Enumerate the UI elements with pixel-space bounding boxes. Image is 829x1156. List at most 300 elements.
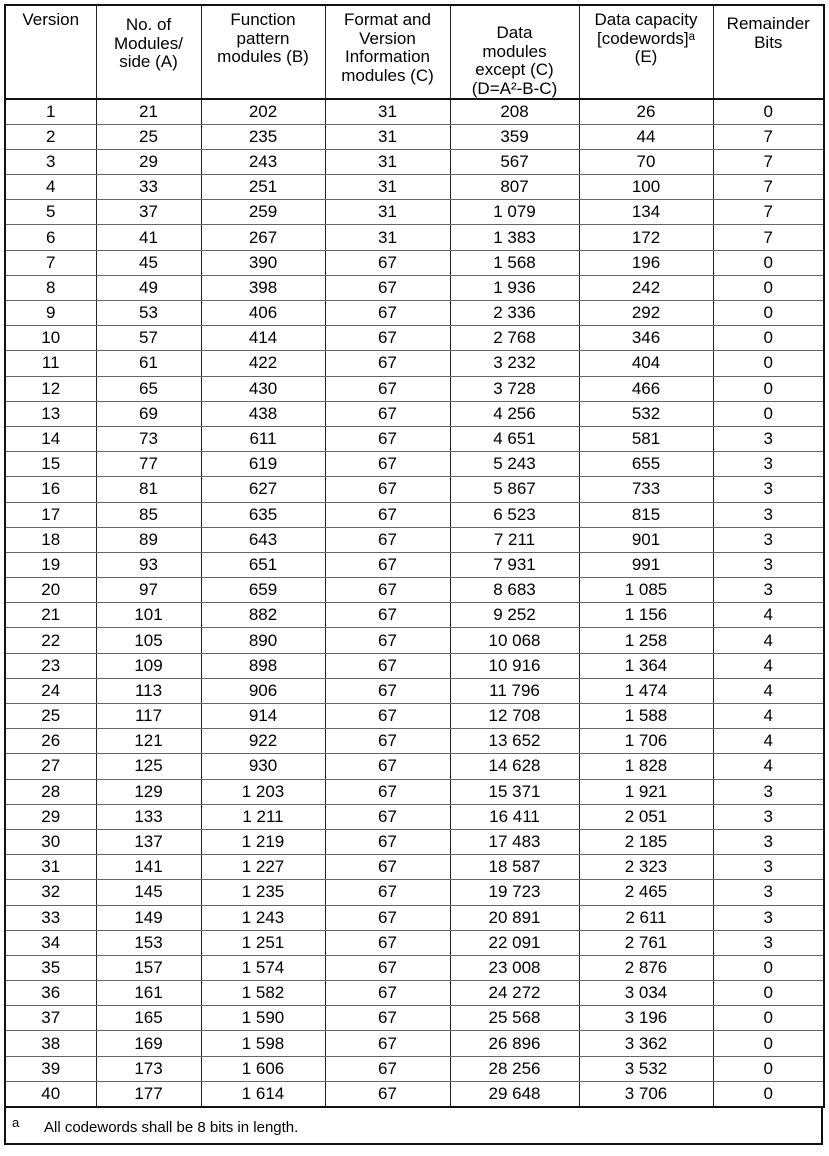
table-row: [5, 779, 824, 804]
cell-remainder-bits: 0: [713, 981, 824, 1006]
cell-data-capacity: 346: [579, 326, 713, 351]
cell-format-version-info: 67: [325, 981, 450, 1006]
cell-remainder-bits: 0: [713, 326, 824, 351]
cell-format-version-info: 67: [325, 1006, 450, 1031]
cell-function-pattern: 1 227: [201, 855, 325, 880]
cell-function-pattern: 611: [201, 426, 325, 451]
cell-version: 1: [5, 99, 96, 124]
cell-remainder-bits: 3: [713, 829, 824, 854]
table-row: [5, 1031, 824, 1056]
cell-data-capacity: 2 611: [579, 905, 713, 930]
cell-data-modules: 14 628: [450, 754, 579, 779]
cell-remainder-bits: 3: [713, 477, 824, 502]
cell-data-capacity: 70: [579, 149, 713, 174]
cell-version: 35: [5, 955, 96, 980]
table-row: [5, 804, 824, 829]
cell-version: 33: [5, 905, 96, 930]
cell-data-modules: 22 091: [450, 930, 579, 955]
cell-remainder-bits: 0: [713, 1056, 824, 1081]
cell-version: 15: [5, 452, 96, 477]
cell-modules-per-side: 157: [96, 955, 201, 980]
cell-modules-per-side: 133: [96, 804, 201, 829]
cell-data-capacity: 1 706: [579, 729, 713, 754]
cell-data-capacity: 292: [579, 301, 713, 326]
cell-version: 39: [5, 1056, 96, 1081]
cell-modules-per-side: 89: [96, 527, 201, 552]
cell-remainder-bits: 4: [713, 704, 824, 729]
cell-remainder-bits: 7: [713, 149, 824, 174]
cell-remainder-bits: 0: [713, 401, 824, 426]
cell-modules-per-side: 145: [96, 880, 201, 905]
cell-format-version-info: 67: [325, 804, 450, 829]
cell-data-capacity: 172: [579, 225, 713, 250]
cell-format-version-info: 67: [325, 578, 450, 603]
cell-version: 14: [5, 426, 96, 451]
cell-data-capacity: 1 921: [579, 779, 713, 804]
cell-data-modules: 7 931: [450, 552, 579, 577]
cell-format-version-info: 67: [325, 250, 450, 275]
cell-version: 11: [5, 351, 96, 376]
cell-data-modules: 2 336: [450, 301, 579, 326]
cell-data-capacity: 1 156: [579, 603, 713, 628]
cell-modules-per-side: 41: [96, 225, 201, 250]
cell-data-capacity: 733: [579, 477, 713, 502]
cell-remainder-bits: 0: [713, 99, 824, 124]
cell-modules-per-side: 125: [96, 754, 201, 779]
cell-remainder-bits: 4: [713, 653, 824, 678]
cell-data-capacity: 2 876: [579, 955, 713, 980]
cell-modules-per-side: 173: [96, 1056, 201, 1081]
cell-data-modules: 9 252: [450, 603, 579, 628]
cell-version: 32: [5, 880, 96, 905]
cell-modules-per-side: 53: [96, 301, 201, 326]
table-row: [5, 1081, 824, 1106]
cell-format-version-info: 67: [325, 779, 450, 804]
cell-data-modules: 567: [450, 149, 579, 174]
header-version: Version: [5, 5, 96, 99]
cell-format-version-info: 31: [325, 149, 450, 174]
cell-data-capacity: 1 474: [579, 678, 713, 703]
table-row: [5, 578, 824, 603]
cell-data-capacity: 991: [579, 552, 713, 577]
cell-function-pattern: 1 219: [201, 829, 325, 854]
cell-data-modules: 7 211: [450, 527, 579, 552]
cell-function-pattern: 259: [201, 200, 325, 225]
cell-data-capacity: 532: [579, 401, 713, 426]
cell-data-modules: 5 243: [450, 452, 579, 477]
cell-format-version-info: 67: [325, 729, 450, 754]
table-row: [5, 502, 824, 527]
cell-modules-per-side: 73: [96, 426, 201, 451]
cell-function-pattern: 651: [201, 552, 325, 577]
cell-modules-per-side: 149: [96, 905, 201, 930]
cell-data-capacity: 1 828: [579, 754, 713, 779]
cell-data-modules: 29 648: [450, 1081, 579, 1106]
cell-modules-per-side: 113: [96, 678, 201, 703]
table-row: [5, 1006, 824, 1031]
cell-function-pattern: 243: [201, 149, 325, 174]
cell-format-version-info: 67: [325, 628, 450, 653]
cell-function-pattern: 1 582: [201, 981, 325, 1006]
cell-format-version-info: 67: [325, 301, 450, 326]
cell-remainder-bits: 3: [713, 552, 824, 577]
cell-format-version-info: 67: [325, 704, 450, 729]
cell-remainder-bits: 0: [713, 301, 824, 326]
cell-function-pattern: 643: [201, 527, 325, 552]
cell-function-pattern: 438: [201, 401, 325, 426]
cell-data-capacity: 3 706: [579, 1081, 713, 1106]
table-row: [5, 351, 824, 376]
cell-remainder-bits: 3: [713, 905, 824, 930]
cell-modules-per-side: 21: [96, 99, 201, 124]
cell-data-capacity: 1 364: [579, 653, 713, 678]
cell-data-capacity: 100: [579, 175, 713, 200]
cell-data-modules: 3 232: [450, 351, 579, 376]
cell-version: 6: [5, 225, 96, 250]
cell-function-pattern: 235: [201, 124, 325, 149]
cell-data-capacity: 466: [579, 376, 713, 401]
cell-format-version-info: 67: [325, 1031, 450, 1056]
cell-data-capacity: 26: [579, 99, 713, 124]
cell-remainder-bits: 7: [713, 175, 824, 200]
cell-function-pattern: 930: [201, 754, 325, 779]
cell-function-pattern: 414: [201, 326, 325, 351]
cell-function-pattern: 882: [201, 603, 325, 628]
cell-function-pattern: 430: [201, 376, 325, 401]
cell-function-pattern: 1 251: [201, 930, 325, 955]
cell-function-pattern: 398: [201, 275, 325, 300]
cell-data-capacity: 1 588: [579, 704, 713, 729]
cell-data-modules: 359: [450, 124, 579, 149]
cell-modules-per-side: 61: [96, 351, 201, 376]
cell-data-modules: 24 272: [450, 981, 579, 1006]
cell-version: 30: [5, 829, 96, 854]
cell-remainder-bits: 3: [713, 779, 824, 804]
cell-version: 24: [5, 678, 96, 703]
cell-version: 17: [5, 502, 96, 527]
qr-capacity-table: [4, 4, 825, 1108]
cell-remainder-bits: 0: [713, 250, 824, 275]
cell-data-modules: 20 891: [450, 905, 579, 930]
table-row: [5, 1056, 824, 1081]
cell-version: 37: [5, 1006, 96, 1031]
cell-function-pattern: 906: [201, 678, 325, 703]
table-row: [5, 729, 824, 754]
table-row: [5, 678, 824, 703]
cell-data-modules: 5 867: [450, 477, 579, 502]
cell-data-modules: 208: [450, 99, 579, 124]
cell-modules-per-side: 49: [96, 275, 201, 300]
cell-modules-per-side: 77: [96, 452, 201, 477]
cell-version: 19: [5, 552, 96, 577]
cell-format-version-info: 67: [325, 678, 450, 703]
cell-data-capacity: 2 323: [579, 855, 713, 880]
table-footnote: [4, 1108, 823, 1145]
cell-data-modules: 28 256: [450, 1056, 579, 1081]
cell-format-version-info: 67: [325, 552, 450, 577]
cell-format-version-info: 31: [325, 124, 450, 149]
cell-format-version-info: 67: [325, 376, 450, 401]
cell-data-modules: 6 523: [450, 502, 579, 527]
cell-format-version-info: 67: [325, 880, 450, 905]
cell-function-pattern: 202: [201, 99, 325, 124]
cell-format-version-info: 67: [325, 452, 450, 477]
cell-remainder-bits: 4: [713, 729, 824, 754]
cell-data-modules: 1 079: [450, 200, 579, 225]
cell-data-modules: 10 916: [450, 653, 579, 678]
table-row: [5, 955, 824, 980]
cell-data-modules: 23 008: [450, 955, 579, 980]
footnote-text: All codewords shall be 8 bits in length.: [44, 1118, 299, 1136]
header-data-modules: Data modules except (C) (D=A²-B-C): [450, 5, 579, 99]
cell-modules-per-side: 177: [96, 1081, 201, 1106]
cell-version: 40: [5, 1081, 96, 1106]
table-row: [5, 880, 824, 905]
cell-version: 16: [5, 477, 96, 502]
cell-version: 8: [5, 275, 96, 300]
cell-modules-per-side: 97: [96, 578, 201, 603]
cell-format-version-info: 31: [325, 175, 450, 200]
cell-modules-per-side: 25: [96, 124, 201, 149]
cell-function-pattern: 627: [201, 477, 325, 502]
cell-format-version-info: 67: [325, 930, 450, 955]
cell-modules-per-side: 137: [96, 829, 201, 854]
cell-version: 3: [5, 149, 96, 174]
cell-version: 27: [5, 754, 96, 779]
table-row: [5, 275, 824, 300]
cell-version: 13: [5, 401, 96, 426]
cell-data-modules: 10 068: [450, 628, 579, 653]
cell-data-capacity: 2 051: [579, 804, 713, 829]
table-row: [5, 250, 824, 275]
cell-modules-per-side: 69: [96, 401, 201, 426]
cell-modules-per-side: 93: [96, 552, 201, 577]
table-row: [5, 376, 824, 401]
header-modules-per-side: No. of Modules/ side (A): [96, 5, 201, 99]
cell-format-version-info: 67: [325, 955, 450, 980]
cell-function-pattern: 390: [201, 250, 325, 275]
cell-function-pattern: 1 574: [201, 955, 325, 980]
table-row: [5, 149, 824, 174]
cell-version: 36: [5, 981, 96, 1006]
cell-remainder-bits: 3: [713, 502, 824, 527]
cell-format-version-info: 67: [325, 351, 450, 376]
cell-data-capacity: 44: [579, 124, 713, 149]
table-row: [5, 552, 824, 577]
cell-function-pattern: 406: [201, 301, 325, 326]
header-data-capacity: Data capacity [codewords]ᵃ (E): [579, 5, 713, 99]
cell-version: 23: [5, 653, 96, 678]
cell-modules-per-side: 101: [96, 603, 201, 628]
cell-function-pattern: 659: [201, 578, 325, 603]
table-body: [5, 99, 824, 1107]
cell-data-modules: 16 411: [450, 804, 579, 829]
header-row: [5, 5, 824, 99]
table-row: [5, 603, 824, 628]
cell-format-version-info: 67: [325, 426, 450, 451]
table-row: [5, 527, 824, 552]
cell-version: 22: [5, 628, 96, 653]
cell-modules-per-side: 57: [96, 326, 201, 351]
cell-version: 31: [5, 855, 96, 880]
table-row: [5, 704, 824, 729]
cell-remainder-bits: 3: [713, 880, 824, 905]
table-row: [5, 200, 824, 225]
cell-function-pattern: 914: [201, 704, 325, 729]
cell-version: 20: [5, 578, 96, 603]
cell-data-modules: 3 728: [450, 376, 579, 401]
cell-version: 34: [5, 930, 96, 955]
cell-data-modules: 18 587: [450, 855, 579, 880]
cell-modules-per-side: 129: [96, 779, 201, 804]
cell-remainder-bits: 4: [713, 678, 824, 703]
cell-format-version-info: 31: [325, 99, 450, 124]
cell-version: 29: [5, 804, 96, 829]
cell-data-capacity: 2 185: [579, 829, 713, 854]
cell-data-capacity: 655: [579, 452, 713, 477]
cell-remainder-bits: 3: [713, 452, 824, 477]
cell-data-capacity: 3 034: [579, 981, 713, 1006]
cell-data-modules: 12 708: [450, 704, 579, 729]
cell-remainder-bits: 4: [713, 754, 824, 779]
cell-remainder-bits: 0: [713, 1006, 824, 1031]
cell-modules-per-side: 121: [96, 729, 201, 754]
cell-data-capacity: 196: [579, 250, 713, 275]
cell-version: 26: [5, 729, 96, 754]
cell-modules-per-side: 81: [96, 477, 201, 502]
cell-modules-per-side: 37: [96, 200, 201, 225]
cell-version: 2: [5, 124, 96, 149]
cell-remainder-bits: 0: [713, 376, 824, 401]
table-row: [5, 477, 824, 502]
cell-function-pattern: 1 614: [201, 1081, 325, 1106]
table-row: [5, 905, 824, 930]
cell-data-modules: 1 568: [450, 250, 579, 275]
cell-remainder-bits: 3: [713, 855, 824, 880]
cell-remainder-bits: 7: [713, 124, 824, 149]
cell-function-pattern: 1 606: [201, 1056, 325, 1081]
cell-data-capacity: 3 196: [579, 1006, 713, 1031]
cell-remainder-bits: 3: [713, 804, 824, 829]
cell-version: 5: [5, 200, 96, 225]
table-row: [5, 628, 824, 653]
cell-remainder-bits: 7: [713, 225, 824, 250]
cell-remainder-bits: 3: [713, 930, 824, 955]
cell-function-pattern: 922: [201, 729, 325, 754]
cell-remainder-bits: 3: [713, 426, 824, 451]
cell-format-version-info: 31: [325, 200, 450, 225]
table-row: [5, 99, 824, 124]
cell-data-modules: 25 568: [450, 1006, 579, 1031]
table-row: [5, 754, 824, 779]
cell-data-modules: 8 683: [450, 578, 579, 603]
cell-modules-per-side: 153: [96, 930, 201, 955]
cell-modules-per-side: 33: [96, 175, 201, 200]
cell-format-version-info: 67: [325, 1056, 450, 1081]
cell-modules-per-side: 165: [96, 1006, 201, 1031]
cell-function-pattern: 619: [201, 452, 325, 477]
cell-function-pattern: 422: [201, 351, 325, 376]
table-row: [5, 829, 824, 854]
cell-data-capacity: 242: [579, 275, 713, 300]
document-page: [4, 4, 823, 1145]
cell-data-capacity: 134: [579, 200, 713, 225]
table-row: [5, 981, 824, 1006]
cell-modules-per-side: 161: [96, 981, 201, 1006]
cell-modules-per-side: 109: [96, 653, 201, 678]
cell-data-capacity: 2 465: [579, 880, 713, 905]
cell-version: 10: [5, 326, 96, 351]
header-remainder-bits: Remainder Bits: [713, 5, 824, 99]
cell-data-modules: 15 371: [450, 779, 579, 804]
cell-format-version-info: 67: [325, 326, 450, 351]
table-row: [5, 225, 824, 250]
cell-function-pattern: 1 235: [201, 880, 325, 905]
cell-data-capacity: 2 761: [579, 930, 713, 955]
cell-version: 4: [5, 175, 96, 200]
footnote-marker: a: [12, 1114, 20, 1130]
cell-data-modules: 4 651: [450, 426, 579, 451]
cell-modules-per-side: 29: [96, 149, 201, 174]
table-row: [5, 653, 824, 678]
cell-data-modules: 13 652: [450, 729, 579, 754]
header-function-pattern-modules: Function pattern modules (B): [201, 5, 325, 99]
cell-remainder-bits: 0: [713, 1081, 824, 1106]
cell-version: 25: [5, 704, 96, 729]
cell-format-version-info: 67: [325, 905, 450, 930]
table-row: [5, 930, 824, 955]
cell-modules-per-side: 65: [96, 376, 201, 401]
table-row: [5, 452, 824, 477]
cell-format-version-info: 67: [325, 502, 450, 527]
cell-data-modules: 11 796: [450, 678, 579, 703]
cell-format-version-info: 67: [325, 829, 450, 854]
cell-format-version-info: 67: [325, 754, 450, 779]
cell-data-modules: 1 936: [450, 275, 579, 300]
cell-version: 28: [5, 779, 96, 804]
cell-format-version-info: 67: [325, 275, 450, 300]
cell-function-pattern: 1 590: [201, 1006, 325, 1031]
header-format-version-info-modules: Format and Version Information modules (C): [325, 5, 450, 99]
cell-version: 38: [5, 1031, 96, 1056]
cell-modules-per-side: 105: [96, 628, 201, 653]
cell-data-capacity: 3 532: [579, 1056, 713, 1081]
cell-data-capacity: 3 362: [579, 1031, 713, 1056]
cell-version: 21: [5, 603, 96, 628]
table-row: [5, 855, 824, 880]
cell-format-version-info: 67: [325, 603, 450, 628]
cell-function-pattern: 1 598: [201, 1031, 325, 1056]
cell-function-pattern: 890: [201, 628, 325, 653]
cell-modules-per-side: 141: [96, 855, 201, 880]
cell-data-modules: 2 768: [450, 326, 579, 351]
cell-data-capacity: 581: [579, 426, 713, 451]
cell-version: 9: [5, 301, 96, 326]
cell-function-pattern: 251: [201, 175, 325, 200]
cell-function-pattern: 1 211: [201, 804, 325, 829]
cell-function-pattern: 267: [201, 225, 325, 250]
cell-data-modules: 4 256: [450, 401, 579, 426]
cell-version: 7: [5, 250, 96, 275]
cell-remainder-bits: 4: [713, 628, 824, 653]
cell-data-modules: 1 383: [450, 225, 579, 250]
cell-function-pattern: 1 243: [201, 905, 325, 930]
cell-remainder-bits: 3: [713, 527, 824, 552]
cell-data-capacity: 1 085: [579, 578, 713, 603]
cell-remainder-bits: 0: [713, 1031, 824, 1056]
cell-data-capacity: 901: [579, 527, 713, 552]
cell-version: 18: [5, 527, 96, 552]
